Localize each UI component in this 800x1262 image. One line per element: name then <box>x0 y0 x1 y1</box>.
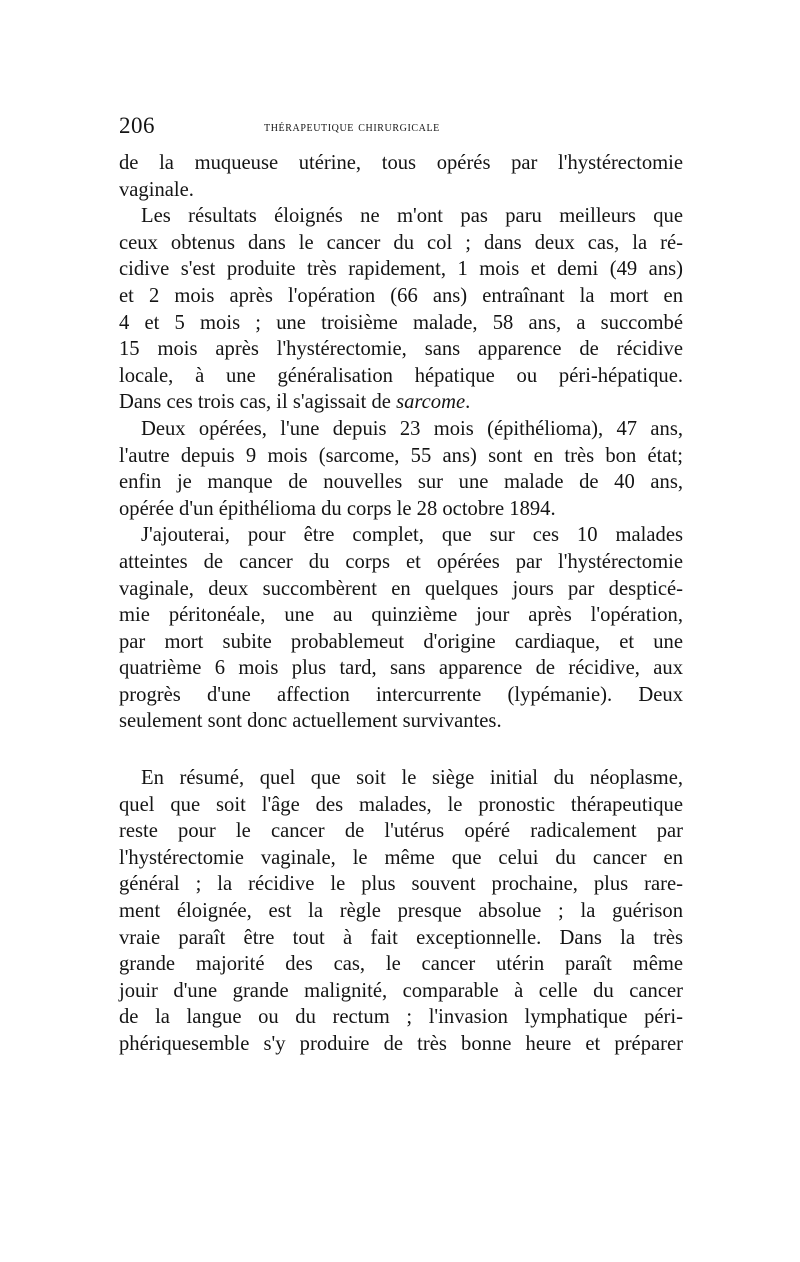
page-header <box>119 112 683 140</box>
text-line: opérée d'un épithélioma du corps le 28 octobre 1894. <box>119 497 556 520</box>
text-line: progrès d'une affection intercurrente (lypémanie). Deux <box>119 683 683 706</box>
text-line: Deux opérées, l'une depuis 23 mois (épithélioma), 47 ans, <box>141 417 683 440</box>
text-line: grande majorité des cas, le cancer utérin paraît même <box>119 953 683 976</box>
text-line: seulement sont donc actuellement survivantes. <box>119 710 502 733</box>
text-line: Les résultats éloignés ne m'ont pas paru meilleurs que <box>141 205 683 228</box>
text-line: atteintes de cancer du corps et opérées par l'hystérectomie <box>119 550 683 573</box>
paragraph-3 <box>119 416 683 522</box>
text-segment: Dans ces trois cas, il s'agissait de <box>119 391 391 414</box>
paragraph-2 <box>119 203 683 416</box>
text-line: par mort subite probablemeut d'origine cardiaque, et une <box>119 630 683 653</box>
text-line: vaginale. <box>119 178 194 201</box>
text-line: vraie paraît être tout à fait exceptionnelle. Dans la très <box>119 926 683 949</box>
running-title: thérapeutique chirurgicale <box>264 119 440 135</box>
text-segment: . <box>465 391 471 414</box>
paragraph-4 <box>119 522 683 735</box>
text-line: mie péritonéale, une au quinzième jour après l'opération, <box>119 604 683 627</box>
text-line: locale, à une généralisation hépatique ou péri-hépatique. <box>119 364 683 387</box>
text-line: de la muqueuse utérine, tous opérés par l'hystérectomie <box>119 152 683 174</box>
italic-term: sarcome <box>396 391 466 414</box>
text-line: ceux obtenus dans le cancer du col ; dans deux cas, la ré- <box>119 231 683 254</box>
text-line: vaginale, deux succombèrent en quelques jours par despticé- <box>119 577 683 600</box>
text-line: et 2 mois après l'opération (66 ans) entraînant la mort en <box>119 284 683 307</box>
text-line: jouir d'une grande malignité, comparable à celle du cancer <box>119 979 683 1002</box>
text-line: J'ajouterai, pour être complet, que sur ces 10 malades <box>141 524 683 547</box>
text-line: phériquesemble s'y produire de très bonne heure et préparer <box>119 1033 683 1055</box>
page-number: 206 <box>119 113 155 138</box>
text-line: reste pour le cancer de l'utérus opéré radicalement par <box>119 820 683 843</box>
paragraph-5 <box>119 765 683 1058</box>
text-line: enfin je manque de nouvelles sur une malade de 40 ans, <box>119 471 683 494</box>
paragraph-1 <box>119 150 683 203</box>
text-line: quel que soit l'âge des malades, le pronostic thérapeutique <box>119 793 683 816</box>
text-line: quatrième 6 mois plus tard, sans apparence de récidive, aux <box>119 657 683 680</box>
text-line: cidive s'est produite très rapidement, 1 mois et demi (49 ans) <box>119 258 683 281</box>
paragraph-gap <box>119 735 683 765</box>
book-page <box>119 112 683 1058</box>
text-line: l'hystérectomie vaginale, le même que celui du cancer en <box>119 846 683 869</box>
text-line: général ; la récidive le plus souvent prochaine, plus rare- <box>119 873 683 896</box>
text-line: 4 et 5 mois ; une troisième malade, 58 ans, a succombé <box>119 311 683 334</box>
text-line: l'autre depuis 9 mois (sarcome, 55 ans) sont en très bon état; <box>119 444 683 467</box>
text-line <box>119 389 683 416</box>
text-line: 15 mois après l'hystérectomie, sans apparence de récidive <box>119 338 683 361</box>
text-line: ment éloignée, est la règle presque absolue ; la guérison <box>119 900 683 923</box>
text-line: de la langue ou du rectum ; l'invasion lymphatique péri- <box>119 1006 683 1029</box>
text-line: En résumé, quel que soit le siège initial du néoplasme, <box>141 767 683 790</box>
